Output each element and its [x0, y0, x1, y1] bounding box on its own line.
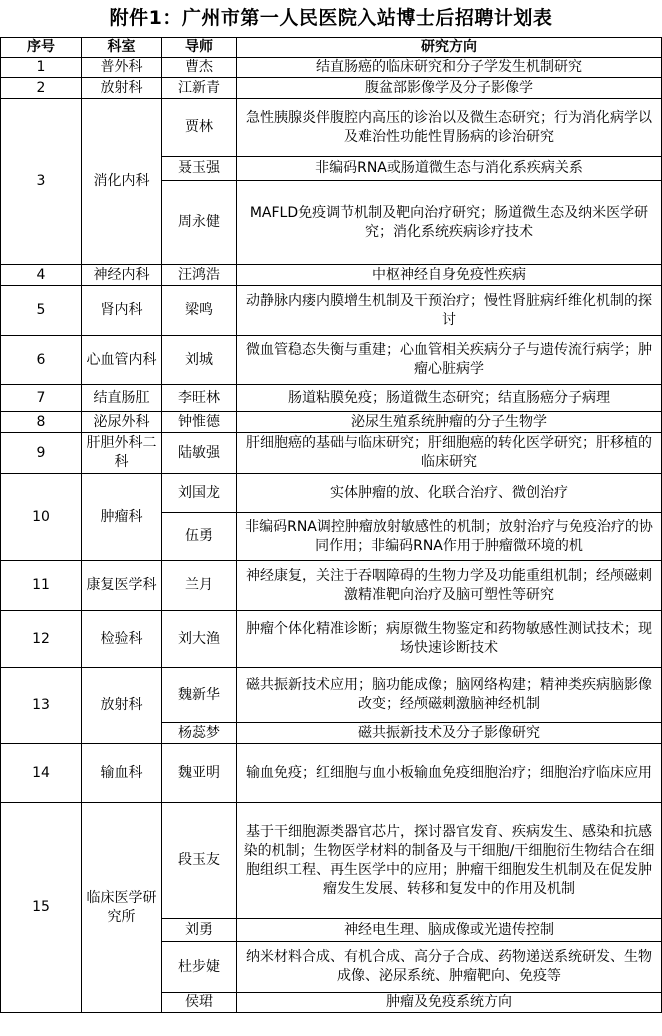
mentor-cell: 刘国龙 [162, 474, 237, 513]
row-number: 10 [1, 474, 82, 561]
row-number: 1 [1, 58, 82, 78]
mentor-cell: 魏亚明 [162, 744, 237, 803]
research-direction-cell: 非编码RNA或肠道微生态与消化系疾病关系 [237, 157, 662, 181]
recruitment-table [0, 37, 662, 1013]
header-dept: 科室 [82, 38, 162, 58]
research-direction-cell: 磁共振新技术应用；脑功能成像；脑网络构建；精神类疾病脑影像改变；经颅磁刺激脑神经机制 [237, 668, 662, 723]
mentor-cell: 段玉友 [162, 803, 237, 919]
table-row [1, 668, 662, 723]
department-cell: 临床医学研究所 [82, 803, 162, 1013]
mentor-cell: 刘大渔 [162, 611, 237, 668]
department-cell: 神经内科 [82, 265, 162, 286]
mentor-cell: 贾林 [162, 99, 237, 157]
table-row [1, 99, 662, 157]
row-number: 14 [1, 744, 82, 803]
table-row [1, 561, 662, 611]
row-number: 8 [1, 412, 82, 433]
department-cell: 放射科 [82, 668, 162, 744]
research-direction-cell: 急性胰腺炎伴腹腔内高压的诊治以及微生态研究；行为消化病学以及难治性功能性胃肠病的诊治研究 [237, 99, 662, 157]
department-cell: 放射科 [82, 78, 162, 99]
header-no: 序号 [1, 38, 82, 58]
research-direction-cell: 中枢神经自身免疫性疾病 [237, 265, 662, 286]
table-row [1, 286, 662, 336]
mentor-cell: 伍勇 [162, 513, 237, 561]
row-number: 13 [1, 668, 82, 744]
mentor-cell: 聂玉强 [162, 157, 237, 181]
row-number: 5 [1, 286, 82, 336]
table-row [1, 412, 662, 433]
department-cell: 肝胆外科二科 [82, 433, 162, 474]
department-cell: 普外科 [82, 58, 162, 78]
research-direction-cell: 纳米材料合成、有机合成、高分子合成、药物递送系统研发、生物成像、泌尿系统、肿瘤靶向、免疫等 [237, 942, 662, 993]
header-direction: 研究方向 [237, 38, 662, 58]
table-row [1, 744, 662, 803]
mentor-cell: 魏新华 [162, 668, 237, 723]
research-direction-cell: 实体肿瘤的放、化联合治疗、微创治疗 [237, 474, 662, 513]
research-direction-cell: 肿瘤及免疫系统方向 [237, 993, 662, 1013]
row-number: 3 [1, 99, 82, 265]
mentor-cell: 江新青 [162, 78, 237, 99]
table-row [1, 433, 662, 474]
table-row [1, 78, 662, 99]
department-cell: 肿瘤科 [82, 474, 162, 561]
row-number: 15 [1, 803, 82, 1013]
table-row [1, 474, 662, 513]
mentor-cell: 杨蕊梦 [162, 723, 237, 744]
research-direction-cell: 微血管稳态失衡与重建；心血管相关疾病分子与遗传流行病学；肿瘤心脏病学 [237, 336, 662, 385]
row-number: 6 [1, 336, 82, 385]
mentor-cell: 李旺林 [162, 385, 237, 412]
department-cell: 康复医学科 [82, 561, 162, 611]
department-cell: 结直肠肛 [82, 385, 162, 412]
research-direction-cell: 非编码RNA调控肿瘤放射敏感性的机制；放射治疗与免疫治疗的协同作用；非编码RNA作用于肿瘤微环境的机 [237, 513, 662, 561]
header-mentor: 导师 [162, 38, 237, 58]
table-row [1, 611, 662, 668]
department-cell: 肾内科 [82, 286, 162, 336]
research-direction-cell: 神经电生理、脑成像或光遗传控制 [237, 919, 662, 942]
mentor-cell: 侯珺 [162, 993, 237, 1013]
mentor-cell: 周永健 [162, 181, 237, 265]
table-row [1, 803, 662, 919]
row-number: 4 [1, 265, 82, 286]
header-row [1, 38, 662, 58]
table-row [1, 385, 662, 412]
research-direction-cell: 泌尿生殖系统肿瘤的分子生物学 [237, 412, 662, 433]
row-number: 9 [1, 433, 82, 474]
research-direction-cell: 输血免疫；红细胞与血小板输血免疫细胞治疗；细胞治疗临床应用 [237, 744, 662, 803]
table-body [1, 58, 662, 1013]
mentor-cell: 梁鸣 [162, 286, 237, 336]
research-direction-cell: 肠道粘膜免疫；肠道微生态研究；结直肠癌分子病理 [237, 385, 662, 412]
row-number: 7 [1, 385, 82, 412]
research-direction-cell: 基于干细胞源类器官芯片，探讨器官发育、疾病发生、感染和抗感染的机制；生物医学材料的制备及与干细胞/干细胞衍生物结合在细胞组织工程、再生医学中的应用；肿瘤干细胞发生机制及在促发肿瘤发生发展、转移和复发中的作用及机制 [237, 803, 662, 919]
department-cell: 输血科 [82, 744, 162, 803]
department-cell: 检验科 [82, 611, 162, 668]
page-title: 附件1：广州市第一人民医院入站博士后招聘计划表 [109, 7, 553, 29]
department-cell: 消化内科 [82, 99, 162, 265]
mentor-cell: 曹杰 [162, 58, 237, 78]
research-direction-cell: 肿瘤个体化精准诊断；病原微生物鉴定和药物敏感性测试技术；现场快速诊断技术 [237, 611, 662, 668]
mentor-cell: 刘勇 [162, 919, 237, 942]
table-row [1, 58, 662, 78]
row-number: 2 [1, 78, 82, 99]
research-direction-cell: 动静脉内瘘内膜增生机制及干预治疗；慢性肾脏病纤维化机制的探讨 [237, 286, 662, 336]
research-direction-cell: 磁共振新技术及分子影像研究 [237, 723, 662, 744]
table-row [1, 265, 662, 286]
mentor-cell: 钟惟德 [162, 412, 237, 433]
research-direction-cell: 结直肠癌的临床研究和分子学发生机制研究 [237, 58, 662, 78]
research-direction-cell: 肝细胞癌的基础与临床研究；肝细胞癌的转化医学研究；肝移植的临床研究 [237, 433, 662, 474]
mentor-cell: 汪鸿浩 [162, 265, 237, 286]
research-direction-cell: MAFLD免疫调节机制及靶向治疗研究；肠道微生态及纳米医学研究；消化系统疾病诊疗技术 [237, 181, 662, 265]
mentor-cell: 陆敏强 [162, 433, 237, 474]
mentor-cell: 刘城 [162, 336, 237, 385]
department-cell: 心血管内科 [82, 336, 162, 385]
mentor-cell: 兰月 [162, 561, 237, 611]
research-direction-cell: 神经康复，关注于吞咽障碍的生物力学及功能重组机制；经颅磁刺激精准靶向治疗及脑可塑性等研究 [237, 561, 662, 611]
table-row [1, 336, 662, 385]
department-cell: 泌尿外科 [82, 412, 162, 433]
mentor-cell: 杜步婕 [162, 942, 237, 993]
row-number: 11 [1, 561, 82, 611]
row-number: 12 [1, 611, 82, 668]
research-direction-cell: 腹盆部影像学及分子影像学 [237, 78, 662, 99]
